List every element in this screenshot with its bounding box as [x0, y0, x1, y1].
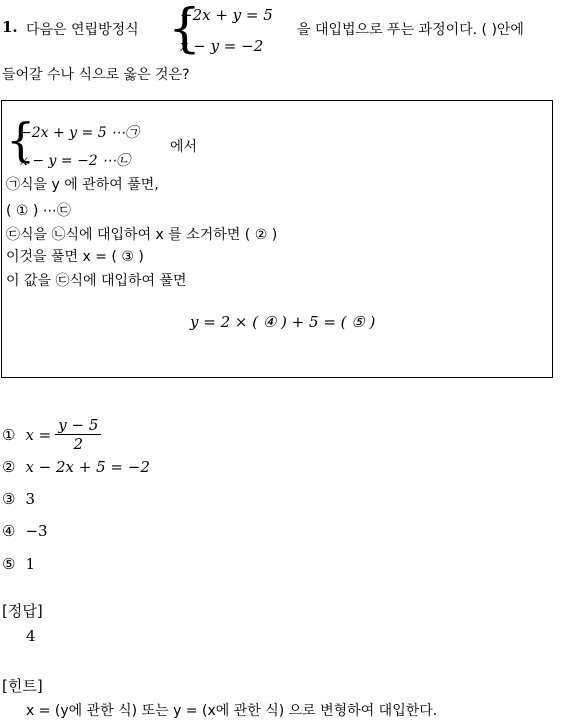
box-system-eq2: x − y = −2 ⋯㉡ [20, 153, 131, 169]
choice-5-text: 1 [25, 555, 35, 573]
choice-3-number: ③ [2, 490, 16, 508]
question-system-eq1: −2x + y = 5 [180, 6, 273, 24]
question-text-line2: 들어갈 수나 식으로 옳은 것은? [2, 67, 190, 83]
box-line-2: ( ① ) ⋯㉢ [6, 203, 71, 219]
choice-2-text: x − 2x + 5 = −2 [25, 458, 150, 476]
answer-label: [정답] [2, 602, 43, 620]
choice-2[interactable] [2, 458, 150, 476]
question-number: 1. [2, 18, 18, 36]
box-line-4: 이것을 풀면 x = ( ③ ) [6, 249, 144, 265]
question-system-eq2: x − y = −2 [180, 37, 264, 55]
choice-3[interactable] [2, 490, 35, 508]
choice-1-lhs: x = [25, 425, 52, 444]
choice-4-number: ④ [2, 522, 16, 540]
choice-5-number: ⑤ [2, 555, 16, 573]
choice-1-number: ① [2, 425, 16, 444]
box-system-brace: { [6, 113, 36, 167]
choice-3-text: 3 [25, 490, 35, 508]
box-system-eq1: −2x + y = 5 ⋯㉠ [20, 125, 140, 141]
choice-1-denominator: 2 [73, 435, 84, 453]
choice-2-number: ② [2, 458, 16, 476]
choice-4[interactable] [2, 522, 48, 540]
box-center-equation: y = 2 × ( ④ ) + 5 = ( ⑤ ) [190, 313, 376, 331]
hint-text: x = (y에 관한 식) 또는 y = (x에 관한 식) 으로 변형하여 대입한다. [26, 703, 438, 719]
choice-1-numerator: y − 5 [55, 416, 101, 435]
answer-value: 4 [26, 627, 36, 645]
question-text-before: 다음은 연립방정식 [26, 22, 139, 38]
box-line-3: ㉢식을 ㉡식에 대입하여 x 를 소거하면 ( ② ) [6, 227, 278, 243]
question-system-brace: { [168, 0, 202, 59]
box-line-5: 이 값을 ㉢식에 대입하여 풀면 [6, 273, 187, 289]
choice-5[interactable] [2, 555, 35, 573]
choice-1-fraction [55, 416, 101, 453]
hint-label: [힌트] [2, 677, 43, 695]
choice-4-text: −3 [25, 522, 48, 540]
box-system-suffix: 에서 [170, 139, 198, 155]
box-line-1: ㉠식을 y 에 관하여 풀면, [6, 177, 159, 193]
choice-1[interactable] [2, 416, 101, 454]
question-text-after: 을 대입법으로 푸는 과정이다. ( )안에 [297, 22, 524, 38]
